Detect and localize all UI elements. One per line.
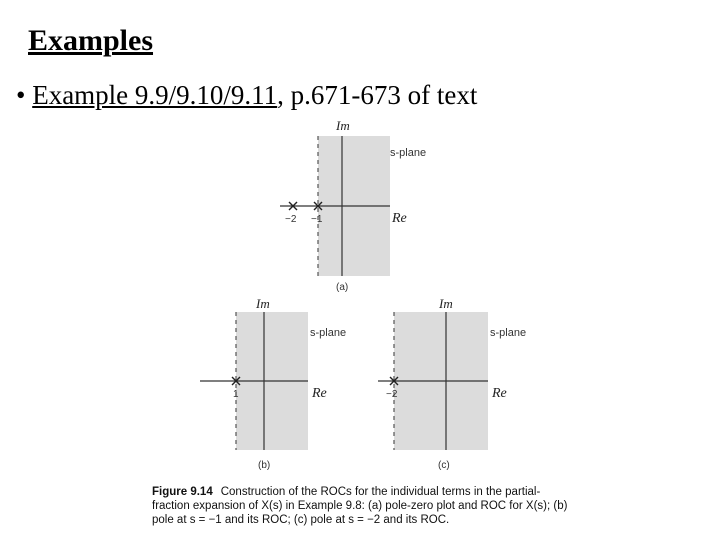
- example-reference: Example 9.9/9.10/9.11: [32, 80, 278, 110]
- pole-label: 1: [233, 389, 239, 400]
- bullet-item: [16, 80, 477, 111]
- slide-title: Examples: [28, 24, 154, 57]
- imaginary-axis-label: Im: [256, 296, 270, 311]
- real-axis-label: Re: [492, 386, 507, 401]
- subfigure-tag: (a): [336, 282, 349, 293]
- figure-caption: [152, 485, 572, 527]
- caption-text: Construction of the ROCs for the individual terms in the partial-fraction expansion of X(s) in Example 9.8: (a) pole-zero plot and ROC for X(s); (b) pole at s = −1 and its ROC; (c) pole at s = −2 and its ROC.: [152, 486, 568, 526]
- pole-label: −1: [311, 214, 323, 225]
- s-plane-label: s-plane: [390, 147, 427, 159]
- s-plane-label: s-plane: [310, 327, 347, 339]
- pole-zero-plot-b: [196, 296, 376, 476]
- bullet-symbol: •: [16, 80, 26, 110]
- real-axis-label: Re: [392, 211, 407, 226]
- imaginary-axis-label: Im: [336, 118, 350, 133]
- real-axis-label: Re: [312, 386, 327, 401]
- imaginary-axis-label: Im: [439, 296, 453, 311]
- page-reference: , p.671-673 of text: [277, 80, 478, 110]
- pole-zero-plot-a: [260, 118, 440, 298]
- pole-zero-plot-c: [376, 296, 556, 476]
- figure-number: Figure 9.14: [152, 486, 213, 498]
- subfigure-tag: (b): [258, 460, 271, 471]
- s-plane-label: s-plane: [490, 327, 527, 339]
- pole-label: −2: [285, 214, 297, 225]
- subfigure-tag: (c): [438, 460, 450, 471]
- pole-label: −2: [386, 389, 398, 400]
